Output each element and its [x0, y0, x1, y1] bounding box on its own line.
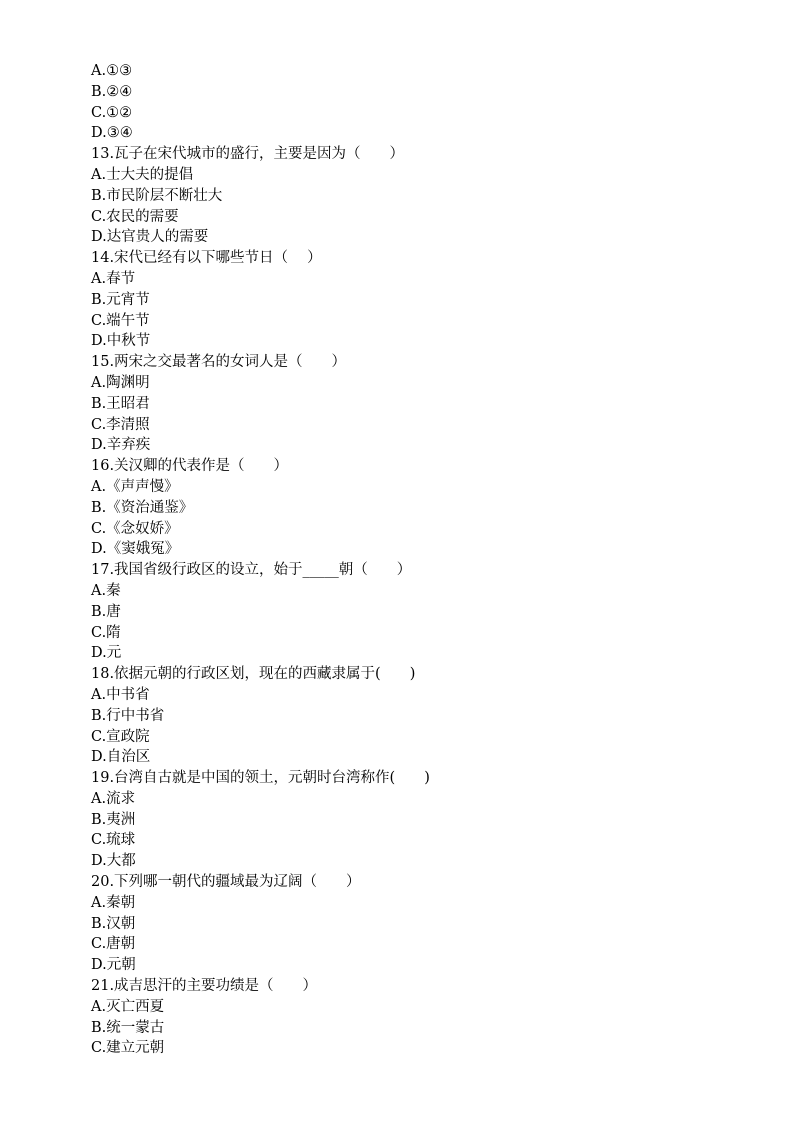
answer-option: C.李清照 — [91, 416, 150, 433]
answer-option: A.流求 — [91, 790, 136, 807]
question-stem: 21.成吉思汗的主要功绩是（ ） — [91, 978, 318, 995]
answer-option: B.②④ — [91, 83, 133, 100]
answer-option: D.自治区 — [91, 749, 151, 766]
answer-option: C.端午节 — [91, 312, 150, 329]
answer-option: A.陶渊明 — [91, 374, 150, 391]
answer-option: C.隋 — [91, 624, 121, 641]
answer-option: B.市民阶层不断壮大 — [91, 187, 223, 204]
answer-option: B.行中书省 — [91, 707, 165, 724]
question-stem: 14.宋代已经有以下哪些节日（ ） — [91, 250, 322, 267]
question-stem: 18.依据元朝的行政区划，现在的西藏隶属于( ) — [91, 666, 416, 683]
answer-option: B.《资治通鉴》 — [91, 499, 194, 516]
answer-option: B.王昭君 — [91, 395, 150, 412]
answer-option: A.灭亡西夏 — [91, 998, 165, 1015]
answer-option: A.《声声慢》 — [91, 478, 179, 495]
answer-option: A.中书省 — [91, 686, 150, 703]
answer-option: A.秦朝 — [91, 894, 136, 911]
question-stem: 15.两宋之交最著名的女词人是（ ） — [91, 354, 347, 371]
answer-option: C.琉球 — [91, 832, 136, 849]
question-stem: 16.关汉卿的代表作是（ ） — [91, 458, 289, 475]
answer-option: D.元朝 — [91, 957, 136, 974]
answer-option: A.秦 — [91, 582, 121, 599]
document-page — [91, 61, 711, 1059]
answer-option: A.春节 — [91, 270, 136, 287]
answer-option: A.①③ — [91, 63, 133, 79]
answer-option: D.《窦娥冤》 — [91, 541, 180, 558]
answer-option: C.宣政院 — [91, 728, 150, 745]
answer-option: D.元 — [91, 645, 122, 662]
answer-option: D.大都 — [91, 853, 136, 870]
answer-option: B.夷洲 — [91, 811, 136, 828]
answer-option: D.中秋节 — [91, 333, 151, 350]
answer-option: D.达官贵人的需要 — [91, 229, 209, 246]
question-stem: 19.台湾自古就是中国的领土，元朝时台湾称作( ) — [91, 770, 430, 787]
answer-option: B.汉朝 — [91, 915, 136, 932]
answer-option: C.①② — [91, 104, 133, 121]
answer-option: D.辛弃疾 — [91, 437, 151, 454]
question-stem: 17.我国省级行政区的设立，始于_____朝（ ） — [91, 562, 412, 579]
answer-option: B.统一蒙古 — [91, 1019, 165, 1036]
answer-option: A.士大夫的提倡 — [91, 166, 194, 183]
question-stem: 13.瓦子在宋代城市的盛行，主要是因为（ ） — [91, 146, 405, 163]
answer-option: C.农民的需要 — [91, 208, 179, 225]
answer-option: C.唐朝 — [91, 936, 136, 953]
question-stem: 20.下列哪一朝代的疆域最为辽阔（ ） — [91, 874, 361, 891]
answer-option: D.③④ — [91, 125, 133, 142]
answer-option: B.元宵节 — [91, 291, 150, 308]
answer-option: C.建立元朝 — [91, 1040, 165, 1057]
answer-option: C.《念奴娇》 — [91, 520, 179, 537]
answer-option: B.唐 — [91, 603, 121, 620]
